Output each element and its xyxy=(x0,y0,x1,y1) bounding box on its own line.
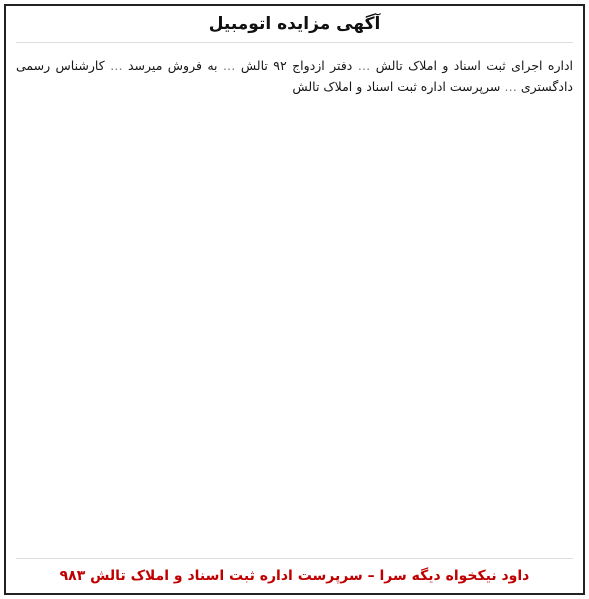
notice-fragment: … کارشناس رسمی دادگستری xyxy=(16,58,573,94)
notice-fragment: … دفتر ازدواج ۹۲ تالش xyxy=(241,58,370,73)
auction-notice xyxy=(4,4,585,595)
notice-fragment: … سرپرست اداره ثبت اسناد و املاک تالش xyxy=(292,79,516,94)
notice-fragment: … به فروش میرسد xyxy=(128,58,235,73)
notice-title: آگهی مزایده اتومبیل xyxy=(208,14,381,34)
notice-fragments xyxy=(16,55,573,97)
notice-signature: داود نیکخواه دیگه سرا – سرپرست اداره ثبت اسناد و املاک تالش ۹۸۳ xyxy=(59,568,530,584)
notice-fragment: اداره اجرای ثبت اسناد و املاک تالش xyxy=(375,58,573,73)
notice-body xyxy=(16,42,573,559)
